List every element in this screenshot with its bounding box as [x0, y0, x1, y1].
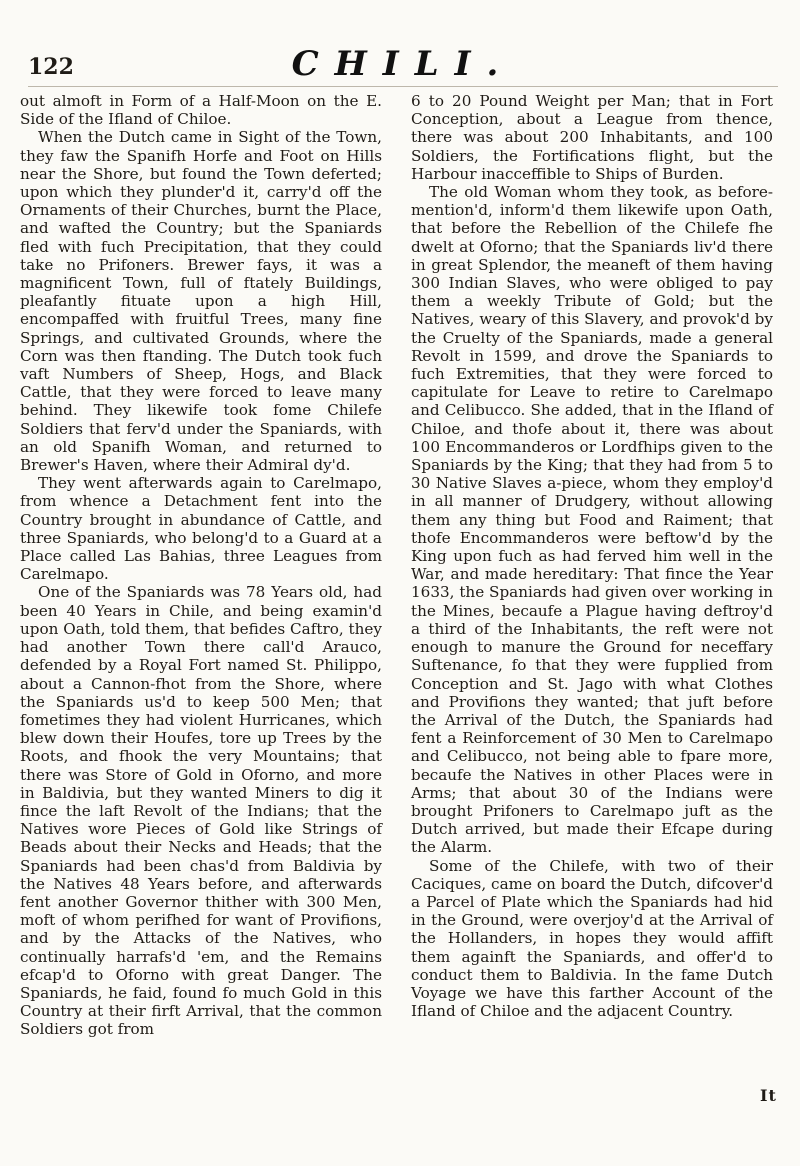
paragraph: When the Dutch came in Sight of the Town, they faw the Spanifh Horfe and Foot on Hills near the Shore, but found the Town deferted; upon which they plunder'd it, carry'd off the Ornaments of their Churches, burnt the Place, and wafted the Country; but the Spaniards fled with fuch Precipitation, that they could take no Prifoners. Brewer fays, it was a magnificent Town, full of ftately Buildings, pleafantly fituate upon a high Hill, encompaffed with fruitful Trees, many fine Springs, and cultivated Grounds, where the Corn was then ftanding. The Dutch took fuch vaft Numbers of Sheep, Hogs, and Black Cattle, that they were forced to leave many behind. They likewife took fome Chilefe Soldiers that ferv'd under the Spaniards, with an old Spanifh Woman, and returned to Brewer's Haven, where their Admiral dy'd.: [20, 128, 382, 475]
catchword: It: [760, 1086, 777, 1105]
paragraph: Some of the Chilefe, with two of their Caciques, came on board the Dutch, difcover'd a Parcel of Plate which the Spaniards had hid in the Ground, were overjoy'd at the Arrival of the Hollanders, in hopes they would affift them againft the Spaniards, and offer'd to conduct them to Baldivia. In the fame Dutch Voyage we have this farther Account of the Ifland of Chiloe and the adjacent Country.: [411, 856, 773, 1021]
paragraph: The old Woman whom they took, as before-mention'd, inform'd them likewife upon Oath, that before the Rebellion of the Chilefe fhe dwelt at Oforno; that the Spaniards liv'd there in great Splendor, the meaneft of them having 300 Indian Slaves, who were obliged to pay them a weekly Tribute of Gold; but the Natives, weary of this Slavery, and provok'd by the Cruelty of the Spaniards, made a general Revolt in 1599, and drove the Spaniards to fuch Extremities, that they were forced to capitulate for Leave to retire to Carelmapo and Celibucco. She added, that in the Ifland of Chiloe, and thofe about it, there was about 100 Encommanderos or Lordfhips given to the Spaniards by the King; that they had from 5 to 30 Native Slaves a-piece, whom they employ'd in all manner of Drudgery, without allowing them any thing but Food and Raiment; that thofe Encommanderos were beftow'd by the King upon fuch as had ferved him well in the War, and made hereditary: That fince the Year 1633, the Spaniards had given over working in the Mines, becaufe a Plague having deftroy'd a third of the Inhabitants, the reft were not enough to manure the Ground for neceffary Suftenance, fo that they were fupplied from Conception and St. Jago with what Clothes and Provifions they wanted; that juft before the Arrival of the Dutch, the Spaniards had fent a Reinforcement of 30 Men to Carelmapo and Celibucco, not being able to fpare more, becaufe the Natives in other Places were in Arms; that about 30 of the Indians were brought Prifoners to Carelmapo juft as the Dutch arrived, but made their Efcape during the Alarm.: [411, 183, 773, 857]
page-number: 122: [28, 54, 74, 80]
paragraph: They went afterwards again to Carelmapo, from whence a Detachment fent into the Country brought in abundance of Cattle, and three Spaniards, who belong'd to a Guard at a Place called Las Bahias, three Leagues from Carelmapo.: [20, 474, 382, 584]
left-column: [20, 92, 382, 1039]
paragraph: out almoft in Form of a Half-Moon on the E. Side of the Ifland of Chiloe.: [20, 92, 382, 129]
right-column: [411, 92, 773, 1020]
running-head: CHILI.: [291, 44, 515, 84]
paragraph: One of the Spaniards was 78 Years old, had been 40 Years in Chile, and being examin'd upon Oath, told them, that befides Caftro, they had another Town there call'd Arauco, defended by a Royal Fort named St. Philippo, about a Cannon-fhot from the Shore, where the Spaniards us'd to keep 500 Men; that fometimes they had violent Hurricanes, which blew down their Houfes, tore up Trees by the Roots, and fhook the very Mountains; that there was Store of Gold in Oforno, and more in Baldivia, but they wanted Miners to dig it fince the laft Revolt of the Indians; that the Natives wore Pieces of Gold like Strings of Beads about their Necks and Heads; that the Spaniards had been chas'd from Baldivia by the Natives 48 Years before, and afterwards fent another Governor thither with 300 Men, moft of whom perifhed for want of Provifions, and by the Attacks of the Natives, who continually harrafs'd 'em, and the Remains efcap'd to Oforno with great Danger. The Spaniards, he faid, found fo much Gold in this Country at their firft Arrival, that the common Soldiers got from: [20, 583, 382, 1039]
paragraph: 6 to 20 Pound Weight per Man; that in Fort Conception, about a League from thence, there was about 200 Inhabitants, and 100 Soldiers, the Fortifications flight, but the Harbour inacceffible to Ships of Burden.: [411, 92, 773, 183]
page-header: [28, 44, 778, 87]
